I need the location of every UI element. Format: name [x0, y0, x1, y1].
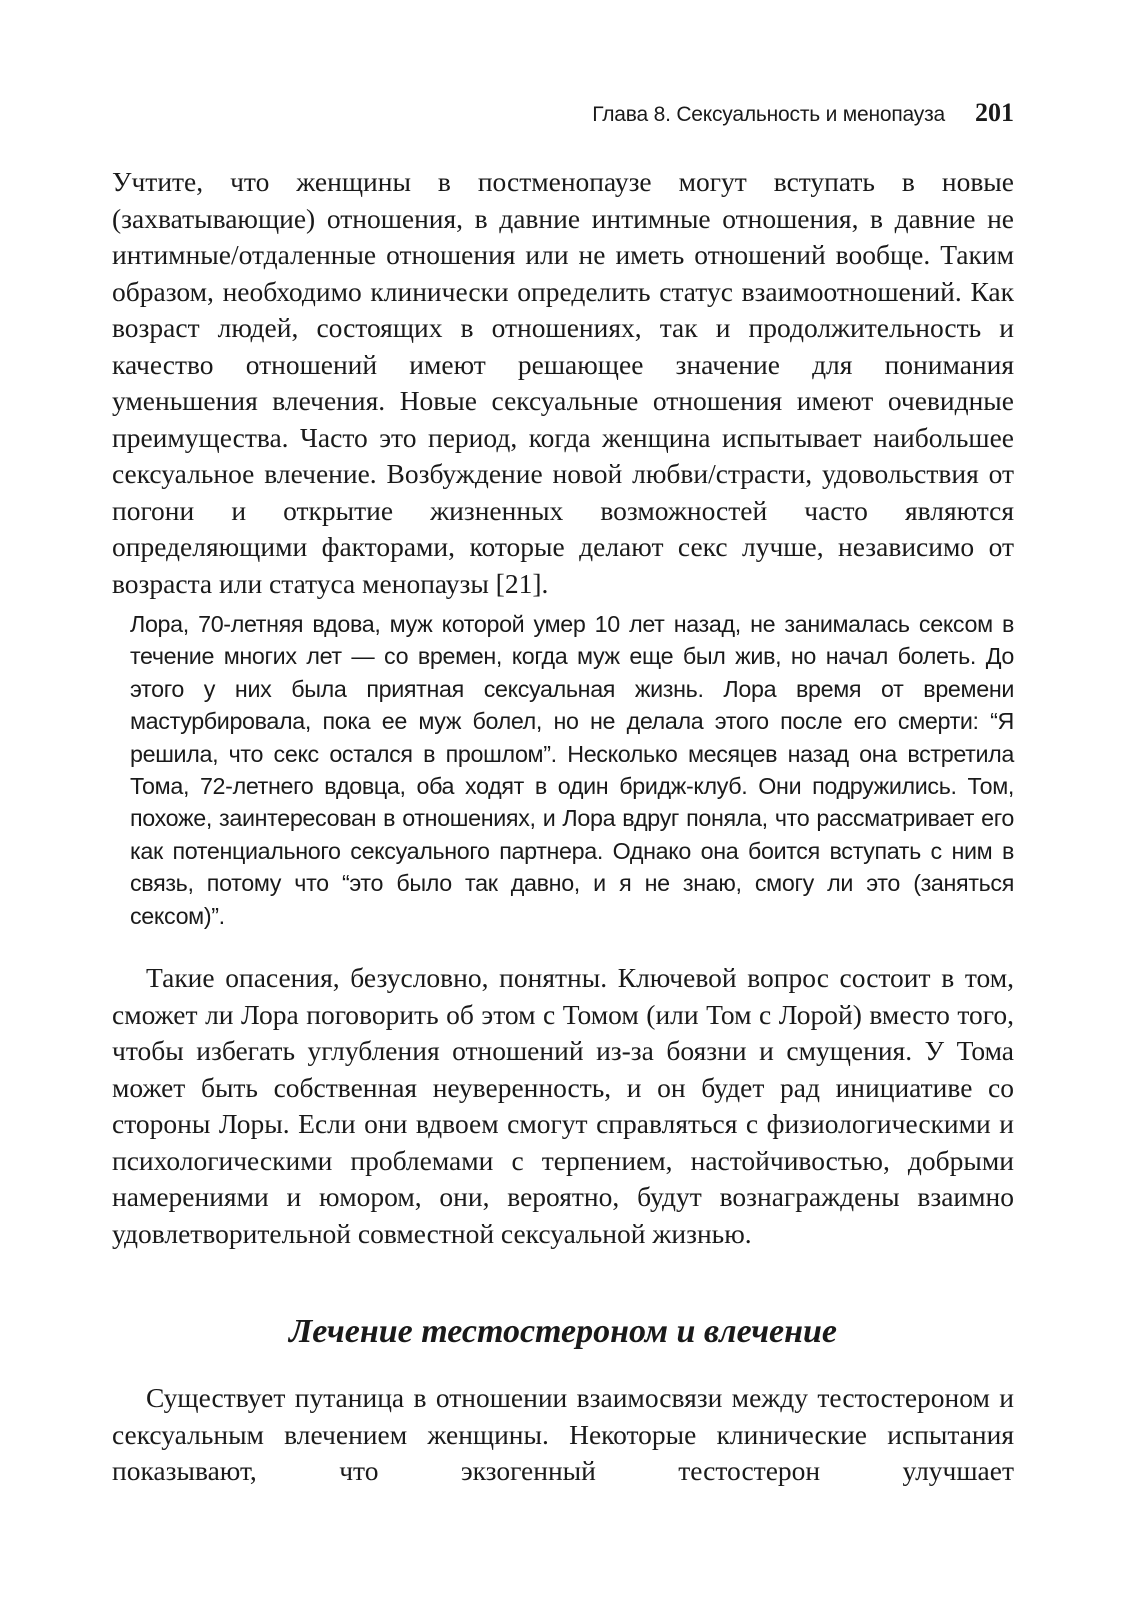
body-paragraph: Такие опасения, безусловно, понятны. Ключевой вопрос состоит в том, сможет ли Лора поговорить об этом с Томом (или Том с Лорой) вместо того, чтобы избегать углубления отношений из-за боязни и смущения. У Тома может быть собственная неуверенность, и он будет рад инициативе со стороны Лоры. Если они вдвоем смогут справляться с физиологическими и психологическими проблемами с терпением, настойчивостью, добрыми намерениями и юмором, они, вероятно, будут вознаграждены взаимно удовлетворительной совместной сексуальной жизнью.: [112, 962, 1014, 1249]
section-heading: Лечение тестостероном и влечение: [288, 1313, 838, 1350]
body-paragraph: Учтите, что женщины в постменопаузе могут вступать в новые (захватывающие) отношения, в давние интимные отношения, в давние не интимные/отдаленные отношения или не иметь отношений вообще. Таким образом, необходимо клинически определить статус взаимоотношений. Как возраст людей, состоящих в отношениях, так и продолжительность и качество отношений имеют решающее значение для понимания уменьшения влечения. Новые сексуальные отношения имеют очевидные преимущества. Часто это период, когда женщина испытывает наибольшее сексуальное влечение. Возбуждение новой любви/страсти, удовольствия от погони и открытие жизненных возможностей часто являются определяющими факторами, которые делают секс лучше, независимо от возраста или статуса менопаузы [21].: [112, 166, 1014, 599]
running-head: [592, 98, 1014, 130]
body-paragraph: Существует путаница в отношении взаимосвязи между тестостероном и сексуальным влечением женщины. Некоторые клинические испытания показывают, что экзогенный тестостерон улучшает: [112, 1382, 1014, 1486]
chapter-title: Глава 8. Сексуальность и менопауза: [592, 103, 945, 126]
case-study-paragraph: Лора, 70-летняя вдова, муж которой умер 10 лет назад, не занималась сексом в течение многих лет — со времен, когда муж еще был жив, но начал болеть. До этого у них была приятная сексуальная жизнь. Лора время от времени мастурбировала, пока ее муж болел, но не делала этого после его смерти: “Я решила, что секс остался в прошлом”. Несколько месяцев назад она встретила Тома, 72-летнего вдовца, оба ходят в один бридж-клуб. Они подружились. Том, похоже, заинтересован в отношениях, и Лора вдруг поняла, что рассматривает его как потенциального сексуального партнера. Однако она боится вступать с ним в связь, потому что “это было так давно, и я не знаю, смогу ли это (заняться сексом)”.: [130, 611, 1014, 929]
page-number: 201: [975, 98, 1014, 127]
